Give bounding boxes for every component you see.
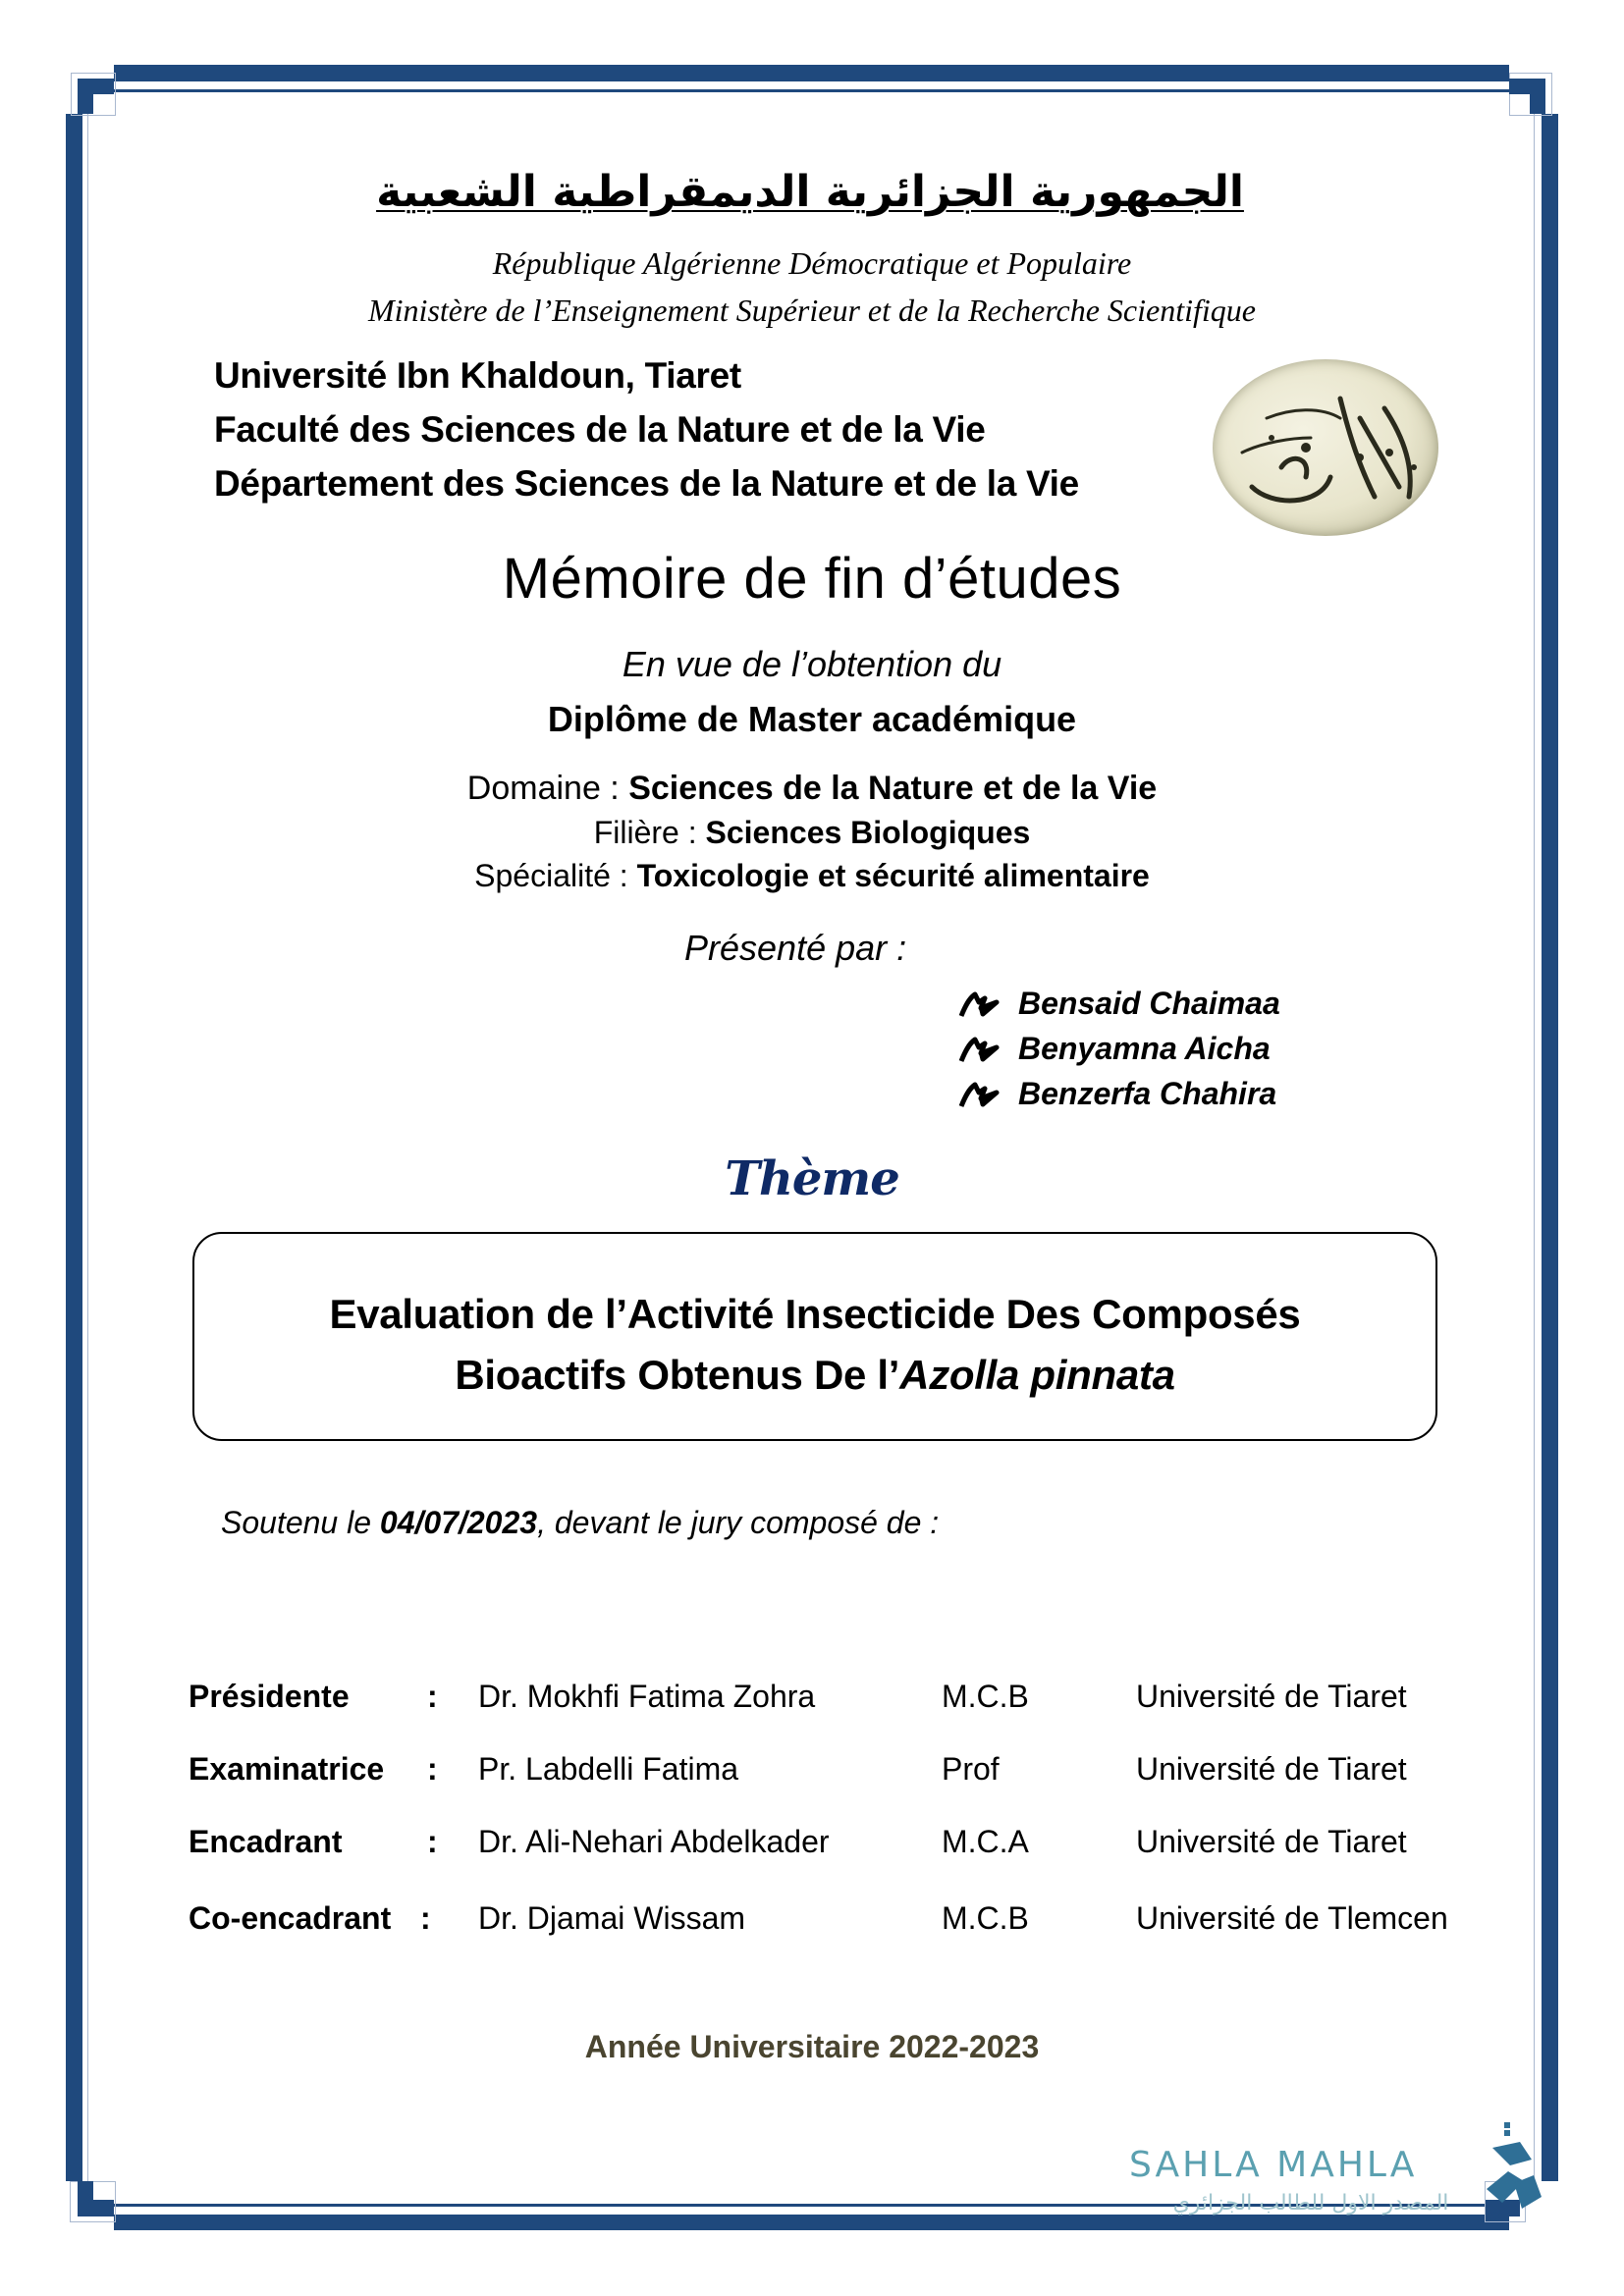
presented-by-label: Présenté par : <box>684 928 907 968</box>
specialite-label: Spécialité : <box>474 858 637 893</box>
student-name: Bensaid Chaimaa <box>1018 986 1280 1021</box>
border-top-thin <box>114 89 1509 92</box>
jury-university: Université de Tlemcen <box>1136 1900 1448 1936</box>
university-seal-logo <box>1213 359 1438 536</box>
jury-colon: : <box>427 1679 438 1714</box>
jury-colon: : <box>427 1824 438 1859</box>
theme-label: Thème <box>725 1151 899 1206</box>
jury-name: Pr. Labdelli Fatima <box>478 1751 739 1787</box>
document-subtitle: En vue de l’obtention du <box>622 644 1002 684</box>
jury-row <box>189 1751 1563 1794</box>
jury-role: Examinatrice <box>189 1751 385 1787</box>
jury-name: Dr. Ali-Nehari Abdelkader <box>478 1824 830 1859</box>
document-title: Mémoire de fin d’études <box>502 547 1122 611</box>
jury-grade: M.C.B <box>942 1900 1029 1936</box>
jury-name: Dr. Mokhfi Fatima Zohra <box>478 1679 816 1714</box>
defense-suffix: , devant le jury composé de : <box>537 1505 940 1540</box>
jury-role: Co-encadrant <box>189 1900 392 1936</box>
theme-title-prefix: Bioactifs Obtenus De l’ <box>455 1352 900 1398</box>
jury-grade: M.C.A <box>942 1824 1029 1859</box>
jury-grade: Prof <box>942 1751 1000 1787</box>
specialite-line <box>0 858 1624 894</box>
department-name: Département des Sciences de la Nature et de la Vie <box>214 463 1079 504</box>
student-item <box>957 986 1280 1022</box>
pen-arrow-icon <box>957 1034 1001 1065</box>
jury-colon: : <box>420 1900 431 1936</box>
domaine-value: Sciences de la Nature et de la Vie <box>628 770 1158 807</box>
watermark-arabic-text: المصدر الاول للطالب الجزائري <box>1172 2191 1449 2216</box>
border-right-thin <box>1534 114 1537 2181</box>
pen-arrow-icon <box>957 988 1001 1020</box>
ministry-title: Ministère de l’Enseignement Supérieur et de la Recherche Scientifique <box>368 293 1256 328</box>
border-left-thick <box>66 114 82 2181</box>
academic-year: Année Universitaire 2022-2023 <box>584 2029 1040 2064</box>
border-bottom-thick <box>114 2215 1509 2230</box>
university-name: Université Ibn Khaldoun, Tiaret <box>214 355 741 396</box>
defense-prefix: Soutenu le <box>221 1505 380 1540</box>
corner-tl-block-b <box>78 79 93 114</box>
theme-box <box>192 1232 1437 1441</box>
jury-university: Université de Tiaret <box>1136 1751 1407 1787</box>
defense-line <box>221 1505 939 1541</box>
republic-title: République Algérienne Démocratique et Populaire <box>492 245 1132 281</box>
border-left-thin <box>87 114 90 2181</box>
specialite-value: Toxicologie et sécurité alimentaire <box>636 858 1150 893</box>
watermark-text: SAHLA MAHLA <box>1129 2145 1418 2185</box>
student-item <box>957 1031 1271 1067</box>
jury-university: Université de Tiaret <box>1136 1824 1407 1859</box>
jury-name: Dr. Djamai Wissam <box>478 1900 746 1936</box>
calligraphy-icon <box>1213 359 1438 536</box>
filiere-label: Filière : <box>593 815 706 850</box>
jury-role: Encadrant <box>189 1824 343 1859</box>
defense-date: 04/07/2023 <box>379 1505 538 1540</box>
student-name: Benyamna Aicha <box>1018 1031 1271 1066</box>
theme-species-name: Azolla pinnata <box>899 1352 1175 1398</box>
jury-colon: : <box>427 1751 438 1787</box>
domaine-label: Domaine : <box>466 770 629 807</box>
border-right-thick <box>1542 114 1558 2181</box>
theme-title-line-2 <box>194 1352 1435 1399</box>
theme-title-line-1: Evaluation de l’Activité Insecticide Des Composés <box>329 1291 1301 1337</box>
pen-arrow-icon <box>957 1079 1001 1110</box>
watermark-logo-icon <box>1481 2120 1543 2218</box>
filiere-value: Sciences Biologiques <box>705 815 1031 850</box>
jury-grade: M.C.B <box>942 1679 1029 1714</box>
jury-row <box>189 1679 1563 1722</box>
filiere-line <box>0 815 1624 851</box>
border-top-thick <box>114 65 1509 81</box>
student-name: Benzerfa Chahira <box>1018 1076 1277 1111</box>
faculty-name: Faculté des Sciences de la Nature et de la Vie <box>214 409 986 450</box>
corner-tr-block-b <box>1530 79 1545 114</box>
arabic-republic-title: الجمهورية الجزائرية الديمقراطية الشعبية <box>376 167 1244 217</box>
domaine-line <box>0 770 1624 808</box>
jury-row <box>189 1824 1563 1867</box>
diploma-title: Diplôme de Master académique <box>547 699 1077 739</box>
corner-bl-block-b <box>78 2200 114 2216</box>
jury-row <box>189 1900 1563 1944</box>
student-item <box>957 1076 1276 1112</box>
jury-university: Université de Tiaret <box>1136 1679 1407 1714</box>
jury-role: Présidente <box>189 1679 350 1714</box>
